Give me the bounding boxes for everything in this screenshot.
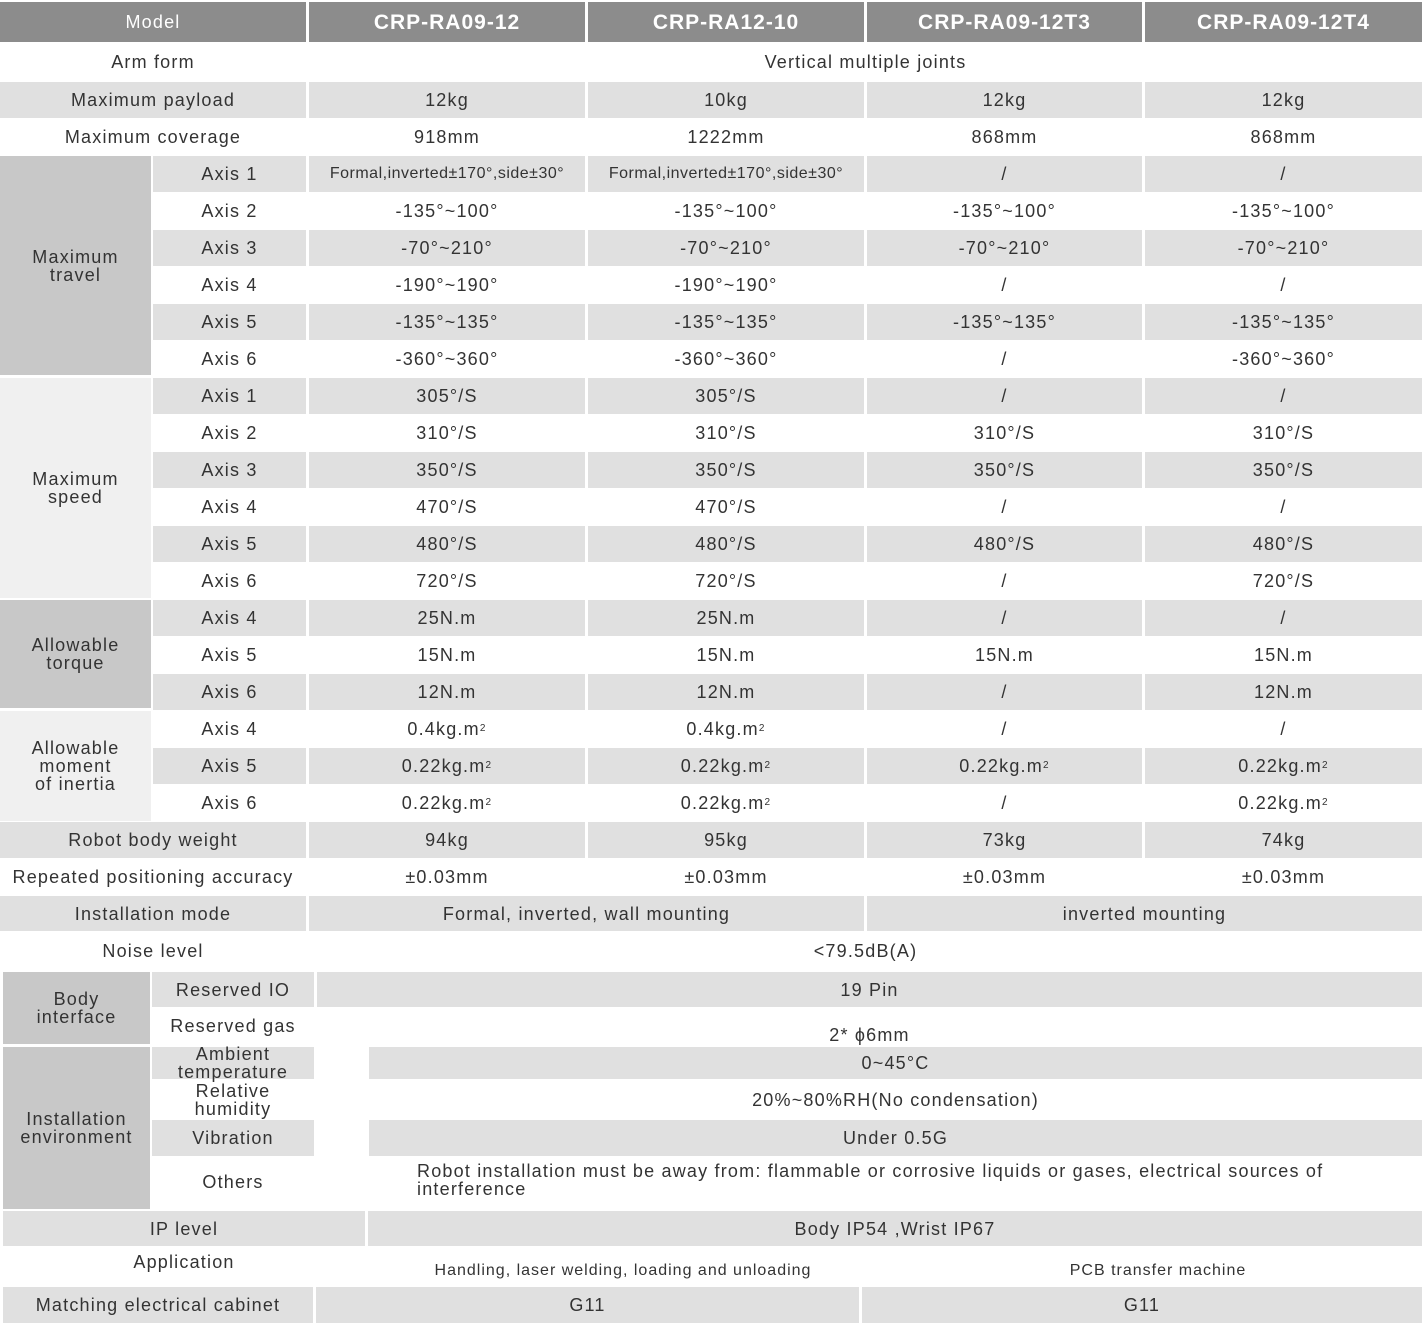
inertia-group-line-2: moment [39, 756, 112, 776]
travel-group-line-1: Maximum [32, 246, 119, 267]
coverage-value-4: 868mm [1250, 127, 1317, 147]
speed-cell: 310°/S [416, 423, 478, 443]
inertia-cell: 0.22kg.m 2 [680, 793, 772, 813]
travel-cell: -360°~360° [1232, 349, 1335, 369]
torque-group-line-2: torque [46, 653, 105, 673]
travel-axis-label: Axis 6 [201, 349, 258, 369]
inertia-axis-label: Axis 5 [153, 748, 306, 784]
inertia-cell: 0.22kg.m 2 [1238, 793, 1329, 813]
inertia-cell: 0.4kg.m 2 [686, 719, 766, 739]
inertia-axis-label: Axis 4 [201, 719, 258, 739]
ip-level-value: Body IP54 ,Wrist IP67 [368, 1211, 1422, 1246]
speed-cell: 720°/S [1252, 571, 1315, 591]
reserved-gas-label: Reserved gas [170, 1016, 296, 1036]
application-label: Application [133, 1252, 235, 1272]
ambient-temperature-label: Ambient temperature [152, 1047, 314, 1079]
speed-cell: 480°/S [588, 526, 864, 562]
application-left: Handling, laser welding, loading and unloading [434, 1262, 812, 1279]
accuracy-label: Repeated positioning accuracy [12, 867, 294, 887]
travel-cell: / [867, 156, 1142, 192]
speed-cell: 310°/S [973, 423, 1036, 443]
cabinet-right: G11 [862, 1287, 1422, 1323]
speed-cell: 470°/S [695, 497, 757, 517]
others-value: Robot installation must be away from: flammable or corrosive liquids or gases, electrical sources of interference [417, 1161, 1324, 1199]
travel-cell: / [1001, 275, 1008, 295]
torque-axis-label: Axis 6 [153, 674, 306, 710]
reserved-gas-value: 2* ϕ6mm [829, 1025, 910, 1045]
weight-value-4: 74kg [1145, 822, 1422, 858]
speed-cell: 310°/S [695, 423, 757, 443]
torque-cell: / [867, 600, 1142, 636]
coverage-value-2: 1222mm [687, 127, 765, 147]
payload-value-2: 10kg [588, 82, 864, 118]
environment-line-1: Installation [26, 1109, 127, 1129]
speed-group-line-1: Maximum [32, 469, 119, 489]
speed-cell: / [867, 378, 1142, 414]
torque-cell: 15N.m [1253, 645, 1313, 665]
relative-humidity-value: 20%~80%RH(No condensation) [752, 1090, 1039, 1110]
body-interface-line-2: interface [36, 1007, 117, 1027]
travel-axis-label: Axis 2 [201, 201, 258, 221]
inertia-cell: 0.22kg.m 2 [1145, 748, 1422, 784]
speed-cell: 350°/S [1145, 452, 1422, 488]
inertia-axis-label: Axis 6 [201, 793, 258, 813]
application-right: PCB transfer machine [1069, 1262, 1247, 1279]
travel-axis-label: Axis 5 [153, 304, 306, 340]
torque-group-line-1: Allowable [31, 635, 120, 655]
inertia-cell: 0.22kg.m 2 [309, 748, 585, 784]
relative-humidity-label: Relative humidity [194, 1081, 272, 1119]
inertia-cell: / [1001, 719, 1008, 739]
speed-cell: 720°/S [416, 571, 478, 591]
travel-cell: -360°~360° [395, 349, 499, 369]
environment-line-2: environment [20, 1127, 133, 1147]
coverage-label: Maximum coverage [64, 127, 242, 147]
weight-value-1: 94kg [309, 822, 585, 858]
model-header-1: CRP-RA09-12 [309, 2, 585, 42]
speed-cell: 305°/S [309, 378, 585, 414]
travel-cell: Formal,inverted±170°,side±30° [309, 156, 585, 192]
speed-axis-label: Axis 2 [201, 423, 258, 443]
accuracy-value-1: ±0.03mm [405, 867, 489, 887]
travel-cell: -135°~135° [588, 304, 864, 340]
noise-value: <79.5dB(A) [813, 941, 918, 961]
travel-cell: -70°~210° [588, 230, 864, 266]
reserved-io-label: Reserved IO [152, 972, 314, 1007]
torque-cell: 25N.m [588, 600, 864, 636]
speed-group-line-2: speed [47, 487, 104, 507]
model-header-4: CRP-RA09-12T4 [1145, 2, 1422, 42]
accuracy-value-3: ±0.03mm [962, 867, 1047, 887]
noise-label: Noise level [102, 941, 204, 961]
weight-value-3: 73kg [867, 822, 1142, 858]
travel-cell: -190°~190° [674, 275, 778, 295]
speed-cell: / [1280, 497, 1287, 517]
speed-axis-label: Axis 5 [153, 526, 306, 562]
travel-cell: Formal,inverted±170°,side±30° [588, 156, 864, 192]
others-label: Others [202, 1172, 264, 1192]
inertia-cell: 0.22kg.m 2 [867, 748, 1142, 784]
travel-cell: -135°~100° [953, 201, 1056, 221]
travel-cell: -135°~100° [395, 201, 499, 221]
speed-cell: / [1001, 497, 1008, 517]
body-interface-group-label [3, 972, 150, 1044]
travel-cell: / [1280, 275, 1287, 295]
torque-cell: 25N.m [309, 600, 585, 636]
travel-axis-label: Axis 4 [201, 275, 258, 295]
installation-mode-right: inverted mounting [867, 896, 1422, 931]
speed-axis-label: Axis 4 [201, 497, 258, 517]
torque-cell: 12N.m [1145, 674, 1422, 710]
speed-cell: 480°/S [1145, 526, 1422, 562]
inertia-group-label [0, 711, 151, 821]
inertia-cell: 0.4kg.m 2 [407, 719, 487, 739]
payload-value-3: 12kg [867, 82, 1142, 118]
model-header-label: Model [0, 2, 306, 42]
travel-cell: -135°~135° [309, 304, 585, 340]
speed-cell: 350°/S [309, 452, 585, 488]
travel-cell: -135°~135° [1145, 304, 1422, 340]
torque-axis-label: Axis 4 [153, 600, 306, 636]
travel-group-label [0, 156, 151, 375]
speed-axis-label: Axis 3 [153, 452, 306, 488]
weight-value-2: 95kg [588, 822, 864, 858]
torque-group-label [0, 600, 151, 708]
travel-axis-label: Axis 1 [153, 156, 306, 192]
travel-group-line-2: travel [49, 264, 102, 285]
torque-cell: 15N.m [696, 645, 756, 665]
inertia-cell: 0.22kg.m 2 [401, 793, 493, 813]
speed-axis-label: Axis 6 [201, 571, 258, 591]
cabinet-label: Matching electrical cabinet [3, 1287, 313, 1323]
speed-cell: 720°/S [695, 571, 757, 591]
payload-label: Maximum payload [0, 82, 306, 118]
torque-cell: / [1145, 600, 1422, 636]
payload-value-1: 12kg [309, 82, 585, 118]
speed-cell: / [1001, 571, 1008, 591]
torque-axis-label: Axis 5 [201, 645, 258, 665]
accuracy-value-2: ±0.03mm [684, 867, 768, 887]
speed-cell: 350°/S [867, 452, 1142, 488]
torque-cell: / [867, 674, 1142, 710]
torque-cell: 12N.m [588, 674, 864, 710]
speed-cell: 480°/S [867, 526, 1142, 562]
speed-cell: 470°/S [416, 497, 478, 517]
speed-cell: 480°/S [309, 526, 585, 562]
arm-form-label: Arm form [111, 52, 195, 72]
speed-axis-label: Axis 1 [153, 378, 306, 414]
speed-cell: 305°/S [588, 378, 864, 414]
torque-cell: 15N.m [417, 645, 477, 665]
travel-cell: -135°~100° [674, 201, 778, 221]
inertia-group-line-1: Allowable [31, 738, 120, 758]
installation-mode-left: Formal, inverted, wall mounting [309, 896, 864, 931]
travel-cell: -360°~360° [674, 349, 778, 369]
travel-cell: -70°~210° [867, 230, 1142, 266]
inertia-cell: 0.22kg.m 2 [588, 748, 864, 784]
torque-cell: 12N.m [309, 674, 585, 710]
torque-cell: 15N.m [974, 645, 1034, 665]
weight-label: Robot body weight [0, 822, 306, 858]
speed-group-label [0, 378, 151, 598]
travel-cell: -135°~135° [867, 304, 1142, 340]
body-interface-line-1: Body [53, 989, 100, 1009]
cabinet-left: G11 [316, 1287, 859, 1323]
vibration-label: Vibration [152, 1120, 314, 1156]
travel-axis-label: Axis 3 [153, 230, 306, 266]
travel-cell: -70°~210° [309, 230, 585, 266]
speed-cell: 350°/S [588, 452, 864, 488]
speed-cell: / [1145, 378, 1422, 414]
ambient-temperature-value: 0~45°C [369, 1047, 1422, 1079]
inertia-group-line-3: of inertia [34, 774, 117, 794]
travel-cell: -70°~210° [1145, 230, 1422, 266]
travel-cell: -135°~100° [1232, 201, 1335, 221]
model-header-3: CRP-RA09-12T3 [867, 2, 1142, 42]
ip-level-label: IP level [3, 1211, 365, 1246]
inertia-cell: / [1280, 719, 1287, 739]
vibration-value: Under 0.5G [369, 1120, 1422, 1156]
travel-cell: -190°~190° [395, 275, 499, 295]
inertia-cell: / [1001, 793, 1008, 813]
environment-group-label [3, 1047, 150, 1209]
travel-cell: / [1145, 156, 1422, 192]
accuracy-value-4: ±0.03mm [1241, 867, 1326, 887]
coverage-value-1: 918mm [413, 127, 481, 147]
payload-value-4: 12kg [1145, 82, 1422, 118]
coverage-value-3: 868mm [971, 127, 1038, 147]
travel-cell: / [1001, 349, 1008, 369]
model-header-2: CRP-RA12-10 [588, 2, 864, 42]
speed-cell: 310°/S [1252, 423, 1315, 443]
arm-form-value: Vertical multiple joints [764, 52, 967, 72]
reserved-io-value: 19 Pin [317, 972, 1422, 1007]
installation-mode-label: Installation mode [0, 896, 306, 931]
